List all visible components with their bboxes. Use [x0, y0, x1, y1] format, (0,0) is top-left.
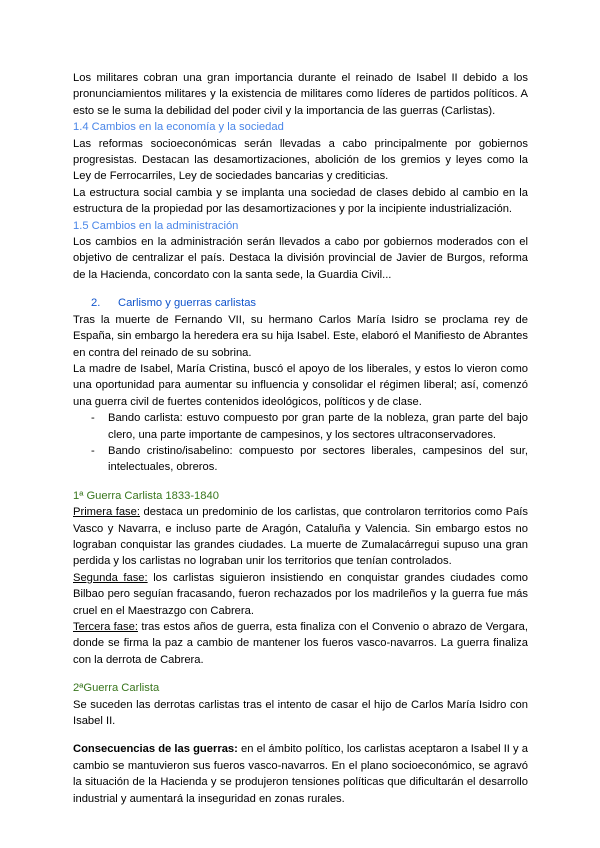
section-2-title: Carlismo y guerras carlistas — [118, 297, 257, 310]
heading-1-5: 1.5 Cambios en la administración — [73, 219, 239, 232]
heading-first-war: 1ª Guerra Carlista 1833-1840 — [73, 489, 219, 502]
paragraph-consequences — [73, 741, 528, 807]
heading-section-2 — [73, 295, 528, 311]
list-item — [73, 410, 528, 443]
section-2-number: 2. — [91, 297, 101, 310]
phase-1-text: destaca un predominio de los carlistas, que controlaron territorios como País Vasco y Navarra, e incluso parte de Aragón, Cataluña y Valencia. Sin embargo estos no lograban conquistar las grandes ciudades. La muerte de Zumalacárregui supuso una gran perdida y los carlistas no lograban unir los territorios que tenían controlados. — [73, 506, 528, 568]
consequences-text: en el ámbito político, los carlistas aceptaron a Isabel II y a cambio se mantuvieron sus fueros vasco-navarros. En el plano socioeconómico, se agravó la situación de la Hacienda y se produjeron tensiones políticas que dificultarán el desarrollo industrial y aumentará la inseguridad en zonas rurales. — [73, 743, 528, 805]
paragraph-phase-2 — [73, 570, 528, 619]
consequences-label: Consecuencias de las guerras: — [73, 743, 238, 756]
paragraph-second-war: Se suceden las derrotas carlistas tras el intento de casar el hijo de Carlos María Isidro con Isabel II. — [73, 698, 528, 728]
phase-2-label: Segunda fase: — [73, 571, 148, 584]
list-item — [73, 443, 528, 476]
heading-1-4: 1.4 Cambios en la economía y la sociedad — [73, 121, 284, 134]
intro-paragraph: Los militares cobran una gran importancia durante el reinado de Isabel II debido a los pronunciamientos militares y la existencia de militares como líderes de partidos políticos. A esto se le suma la debilidad del poder civil y la importancia de las guerras (Carlistas). — [73, 72, 528, 117]
paragraph-2-a: Tras la muerte de Fernando VII, su hermano Carlos María Isidro se proclama rey de España, sin embargo la heredera era su hija Isabel. Este, elaboró el Manifiesto de Abrantes en contra del reinado de su sobrina. — [73, 313, 528, 359]
list-dash: - — [91, 412, 95, 425]
paragraph-1-5: Los cambios en la administración serán llevados a cabo por gobiernos moderados con el objetivo de centralizar el país. Destaca la división provincial de Javier de Burgos, reforma de la Hacienda, concordato con la santa sede, la Guardia Civil... — [73, 236, 528, 281]
phase-2-text: los carlistas siguieron insistiendo en conquistar grandes ciudades como Bilbao pero seguían fracasando, fueron rechazados por los madrileños y la guerra fue más cruel en el Maestrazgo con Cabrera. — [73, 571, 528, 617]
document-body — [73, 70, 528, 807]
list-item-text: Bando cristino/isabelino: compuesto por sectores liberales, campesinos del sur, intelectuales, obreros. — [108, 444, 528, 474]
paragraph-1-4-b: La estructura social cambia y se implanta una sociedad de clases debido al cambio en la estructura de la propiedad por las desamortizaciones y por la incipiente industrialización. — [73, 186, 528, 216]
list-item-text: Bando carlista: estuvo compuesto por gran parte de la nobleza, gran parte del bajo clero, una parte importante de campesinos, y los sectores ultraconservadores. — [108, 412, 528, 441]
factions-list — [73, 410, 528, 476]
paragraph-phase-1 — [73, 504, 528, 570]
heading-second-war: 2ªGuerra Carlista — [73, 682, 160, 695]
paragraph-2-b: La madre de Isabel, María Cristina, buscó el apoyo de los liberales, y estos lo vieron como una oportunidad para aumentar su influencia y consolidar el régimen liberal; así, comenzó una guerra civil de fuertes contenidos ideológicos, políticos y de clase. — [73, 362, 528, 408]
phase-3-text: tras estos años de guerra, esta finaliza con el Convenio o abrazo de Vergara, donde se firma la paz a cambio de mantener los fueros vasco-navarros. La guerra finaliza con la derrota de Cabrera. — [73, 621, 529, 666]
phase-3-label: Tercera fase: — [73, 621, 138, 633]
paragraph-1-4-a: Las reformas socioeconómicas serán llevadas a cabo principalmente por gobiernos progresistas. Destacan las desamortizaciones, abolición de los gremios y leyes como la Ley de Ferrocarriles, Ley de sociedades bancarias y crediticias. — [73, 137, 528, 183]
paragraph-phase-3 — [73, 619, 528, 668]
phase-1-label: Primera fase: — [73, 506, 140, 519]
list-dash: - — [91, 444, 95, 457]
